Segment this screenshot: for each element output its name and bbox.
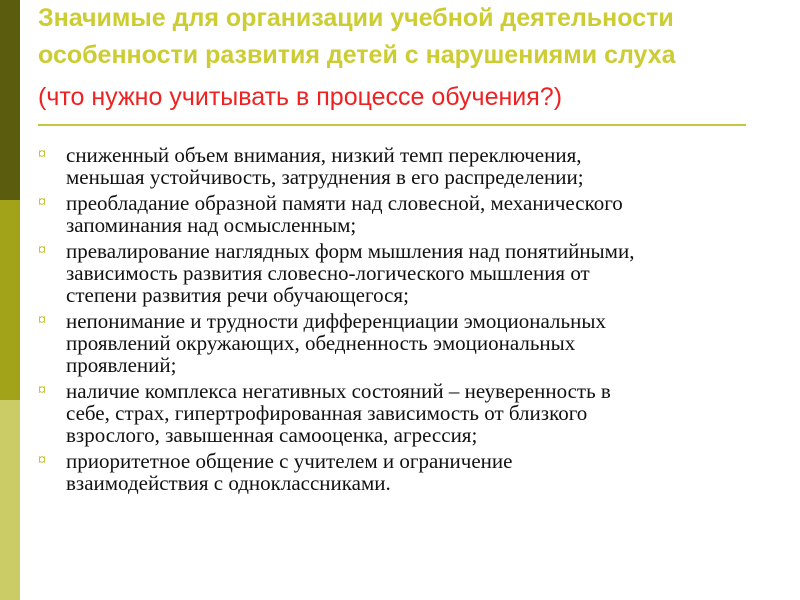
side-bar-segment-dark [0,0,20,200]
bullet-text-line: взрослого, завышенная самооценка, агрессия; [66,423,478,447]
bullet-text-line: запоминания над осмысленным; [66,213,357,237]
bullet-list [38,144,798,494]
slide-title-line-1: Значимые для организации учебной деятельности [38,4,674,32]
circle-x-bullet-icon: ¤ [38,146,46,163]
bullet-item [38,380,798,446]
slide-subtitle: (что нужно учитывать в процессе обучения?) [38,83,563,111]
circle-x-bullet-icon: ¤ [38,382,46,399]
bullet-text-line: взаимодействия с одноклассниками. [66,471,391,495]
bullet-item [38,450,798,494]
slide-title [38,0,778,74]
bullet-text-line: наличие комплекса негативных состояний – неуверенность в [66,379,611,403]
bullet-text-line: проявлений окружающих, обедненность эмоциональных [66,331,576,355]
bullet-text-line: проявлений; [66,353,177,377]
bullet-item [38,144,798,188]
circle-x-bullet-icon: ¤ [38,452,46,469]
slide-title-line-2: особенности развития детей с нарушениями слуха [38,41,676,69]
bullet-text-line: себе, страх, гипертрофированная зависимость от близкого [66,401,588,425]
bullet-text-line: степени развития речи обучающегося; [66,283,409,307]
circle-x-bullet-icon: ¤ [38,242,46,259]
title-divider [38,124,746,126]
circle-x-bullet-icon: ¤ [38,312,46,329]
bullet-item [38,192,798,236]
bullet-text-line: зависимость развития словесно-логического мышления от [66,261,590,285]
bullet-text-line: сниженный объем внимания, низкий темп переключения, [66,143,582,167]
bullet-text-line: приоритетное общение с учителем и ограничение [66,449,513,473]
circle-x-bullet-icon: ¤ [38,194,46,211]
bullet-text-line: непонимание и трудности дифференциации эмоциональных [66,309,606,333]
decorative-side-bar [0,0,20,600]
side-bar-segment-light [0,400,20,600]
bullet-text-line: преобладание образной памяти над словесной, механического [66,191,623,215]
bullet-text-line: превалирование наглядных форм мышления над понятийными, [66,239,635,263]
side-bar-segment-mid [0,200,20,400]
bullet-item [38,240,798,306]
bullet-item [38,310,798,376]
bullet-text-line: меньшая устойчивость, затруднения в его распределении; [66,165,584,189]
